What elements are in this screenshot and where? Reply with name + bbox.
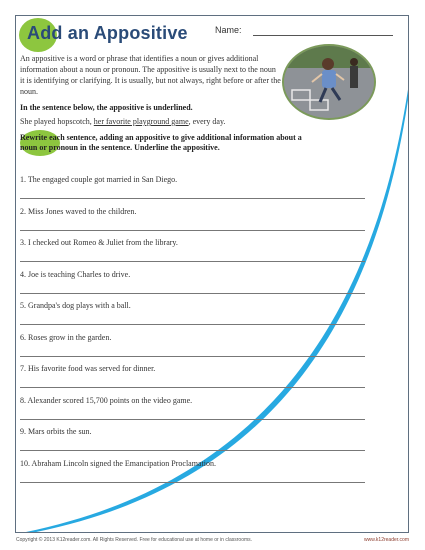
question-item xyxy=(20,301,380,333)
question-item xyxy=(20,270,380,302)
example-before: She played hopscotch, xyxy=(20,117,92,126)
question-text: 5. Grandpa's dog plays with a ball. xyxy=(20,301,131,310)
answer-line[interactable] xyxy=(20,198,365,199)
answer-line[interactable] xyxy=(20,450,365,451)
question-text: 4. Joe is teaching Charles to drive. xyxy=(20,269,131,279)
question-item xyxy=(20,427,380,459)
question-item xyxy=(20,364,380,396)
example-heading: In the sentence below, the appositive is underlined. xyxy=(20,103,193,112)
answer-line[interactable] xyxy=(20,261,365,262)
name-label: Name: xyxy=(215,25,242,35)
instructions: Rewrite each sentence, adding an appositive to give additional information about a noun or pronoun in the sentence. Underline the appositive. xyxy=(20,133,302,152)
question-item xyxy=(20,396,380,428)
answer-line[interactable] xyxy=(20,356,365,357)
question-item xyxy=(20,238,380,270)
question-item xyxy=(20,175,380,207)
website-link[interactable]: www.k12reader.com xyxy=(363,537,409,543)
worksheet-title: Add an Appositive xyxy=(27,23,188,43)
question-text: 8. Alexander scored 15,700 points on the video game. xyxy=(20,395,193,405)
question-text: 7. His favorite food was served for dinner. xyxy=(20,364,156,373)
intro-paragraph: An appositive is a word or phrase that identifies a noun or gives additional information about a noun or pronoun. The appositive is usually next to the noun it is identifying or clarifying. It is usually, but not always, right before or after the noun. xyxy=(20,54,281,96)
question-text: 9. Mars orbits the sun. xyxy=(20,427,92,436)
question-text: 6. Roses grow in the garden. xyxy=(20,332,112,342)
question-item xyxy=(20,459,380,491)
example-after: , every day. xyxy=(188,117,226,126)
question-text: 1. The engaged couple got married in San Diego. xyxy=(20,175,178,184)
answer-line[interactable] xyxy=(20,419,365,420)
answer-line[interactable] xyxy=(20,293,365,294)
question-text: 2. Miss Jones waved to the children. xyxy=(20,206,137,216)
question-item xyxy=(20,207,380,239)
hopscotch-photo xyxy=(282,44,376,120)
example-appositive: her favorite playground game xyxy=(93,117,189,126)
answer-line[interactable] xyxy=(20,482,365,483)
photo-illustration xyxy=(284,46,376,120)
answer-line[interactable] xyxy=(20,230,365,231)
question-text: 10. Abraham Lincoln signed the Emancipation Proclamation. xyxy=(20,458,216,468)
answer-line[interactable] xyxy=(20,324,365,325)
example-sentence xyxy=(20,117,225,126)
answer-line[interactable] xyxy=(20,387,365,388)
name-field[interactable] xyxy=(215,25,242,35)
name-line xyxy=(253,35,393,36)
copyright-notice: Copyright © 2013 K12reader.com. All Rights Reserved. Free for educational use at home or in classrooms. xyxy=(16,537,253,543)
question-item xyxy=(20,333,380,365)
question-text: 3. I checked out Romeo & Juliet from the library. xyxy=(20,238,178,247)
question-list xyxy=(20,175,380,490)
